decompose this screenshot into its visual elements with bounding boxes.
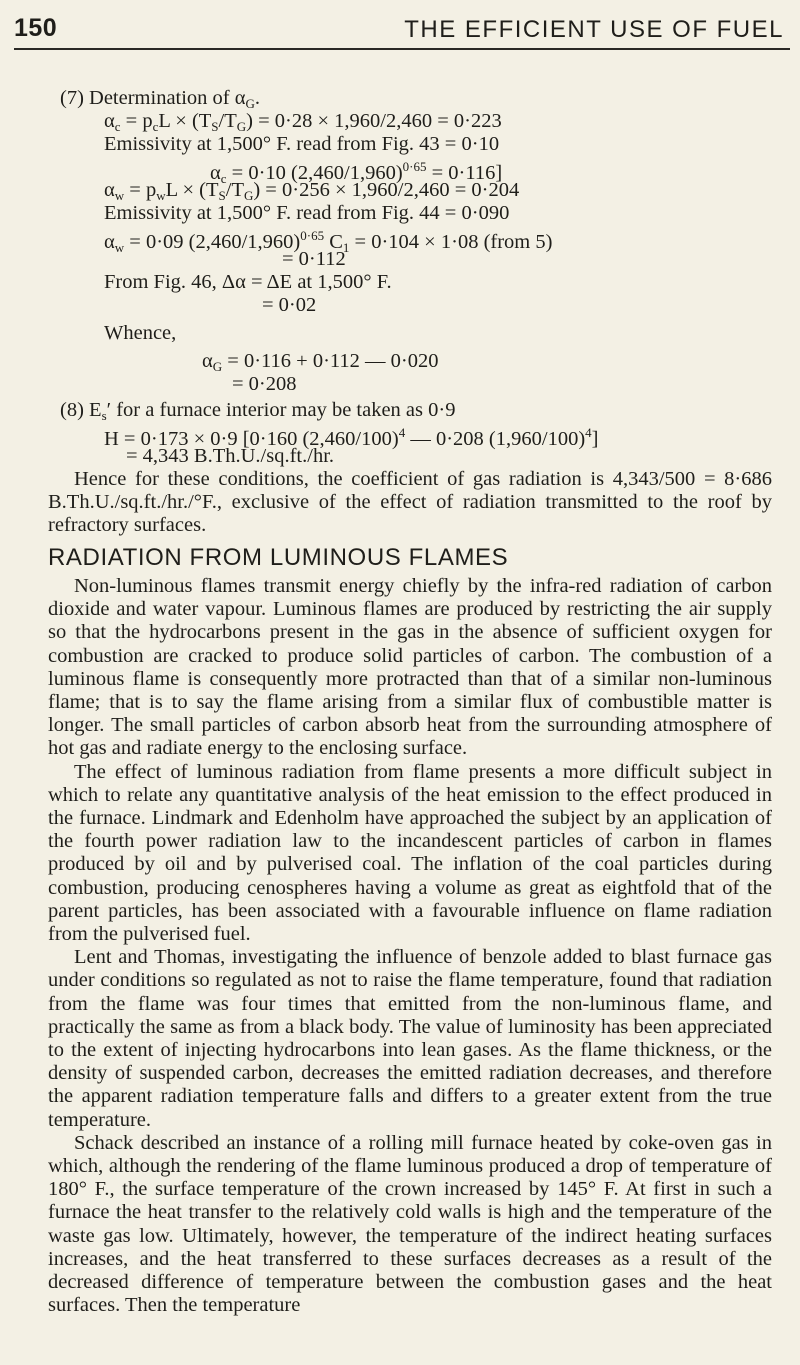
paragraph: Schack described an instance of a rolling mill furnace heated by coke-oven gas in which, although the rendering of the flame luminous produced a drop of temperature of 180° F., the surface temperature of the crown increased by 145° F. At first in such a furnace the heat transfer to the relatively cold walls is high and the temperature of the waste gas low. Ultimately, however, the temperature of the indirect heating surfaces increases, and the heat transferred to these surfaces decreases as a result of the decreased difference of temperature between the combustion gases and the heat surfaces. Then the temperature xyxy=(48,1131,772,1317)
emissivity-h2o-line: Emissivity at 1,500° F. read from Fig. 44 = 0·090 xyxy=(104,202,510,224)
equation-alpha-g: $\alpha_G = 0\cdot 116 + 0\cdot 112$ — 0·020 xyxy=(202,350,439,374)
result-alpha-w: = 0·112 xyxy=(282,248,346,270)
paragraph: The effect of luminous radiation from flame presents a more difficult subject in which to relate any quantitative analysis of the heat emission to the effect produced in the furnace. Lindmark and Edenholm have approached the subject by an application of the fourth power radiation law to the incandescent particles of carbon in flames produced by oil and by pulverised coal. The inflation of the coal particles during combustion, producing cenospheres having a volume as great as eightfold that of the parent particles, has been associated with a favourable influence on flame radiation from the pulverised fuel. xyxy=(48,760,772,946)
section7-title: (7) Determination of $\alpha_G$. xyxy=(60,87,261,111)
equation-alpha-c: $\alpha_c = p_cL \times (T_S/T_G) = 0\cdot 28 \times 1,960/2,460 = 0\cdot 223$ xyxy=(104,110,502,134)
equation-alpha-w: $\alpha_w = p_wL \times (T_S/T_G) = 0\cdot 256 \times 1,960/2,460 = 0\cdot 204$ xyxy=(104,179,520,203)
fig46-line: From Fig. 46, Δα = ΔE at 1,500° F. xyxy=(104,271,392,293)
body-text xyxy=(48,575,772,1318)
result-h: = 4,343 B.Th.U./sq.ft./hr. xyxy=(126,445,335,467)
whence-label: Whence, xyxy=(104,322,177,344)
section-heading: RADIATION FROM LUMINOUS FLAMES xyxy=(48,544,509,571)
result-alpha-g: = 0·208 xyxy=(232,373,297,395)
section8-title: (8) $E_s'$ for a furnace interior may be taken as 0·9 xyxy=(60,399,456,423)
running-header xyxy=(0,10,800,46)
running-title: THE EFFICIENT USE OF FUEL xyxy=(404,16,784,43)
equation-h: H = 0·173 × 0·9 [0·160 $(2,460/100)^4$ — 0·208 $(1,960/100)^4$] xyxy=(104,425,599,450)
equation-alpha-c-corrected: $\alpha_c = 0\cdot 10$ $(2,460/1,960)^{0\cdot 65} = 0\cdot 116$] xyxy=(210,159,503,186)
equation-alpha-w-corrected: $\alpha_w = 0\cdot 09$ $(2,460/1,960)^{0\cdot 65}$ $C_1 = 0\cdot 104 \times 1\cdot 08$ (from 5) xyxy=(104,228,553,255)
result-delta-alpha: = 0·02 xyxy=(262,294,317,316)
paragraph: Non-luminous flames transmit energy chiefly by the infra-red radiation of carbon dioxide and water vapour. Luminous flames are produced by restricting the air supply so that the hydrocarbons present in the gas in the absence of sufficient oxygen for combustion are cracked to produce solid particles of carbon. The combustion of a luminous flame is consequently more protracted than that of a similar non-luminous flame; that is to say the flame arising from a similar flux of combustible matter is longer. The small particles of carbon absorb heat from the surrounding atmosphere of hot gas and radiate energy to the enclosing surface. xyxy=(48,575,772,760)
header-rule xyxy=(14,48,790,50)
paragraph: Lent and Thomas, investigating the influence of benzole added to blast furnace gas under conditions so regulated as not to raise the flame temperature, found that radiation from the flame was four times that emitted from the non-luminous flame, and practically the same as from a black body. The value of luminosity has been appreciated to the extent of injecting hydrocarbons into lean gases. As the flame thickness, or the density of suspended carbon, decreases the emitted radiation decreases, and therefore the apparent radiation temperature falls and differs to a greater extent from the true temperature. xyxy=(48,946,772,1131)
conclusion-paragraph: Hence for these conditions, the coefficient of gas radiation is 4,343/500 = 8·686 B.Th.U./sq.ft./hr./°F., exclusive of the effect of radiation transmitted to the roof by refractory surfaces. xyxy=(48,468,772,537)
emissivity-co2-line: Emissivity at 1,500° F. read from Fig. 43 = 0·10 xyxy=(104,133,500,155)
page-number: 150 xyxy=(14,14,58,42)
